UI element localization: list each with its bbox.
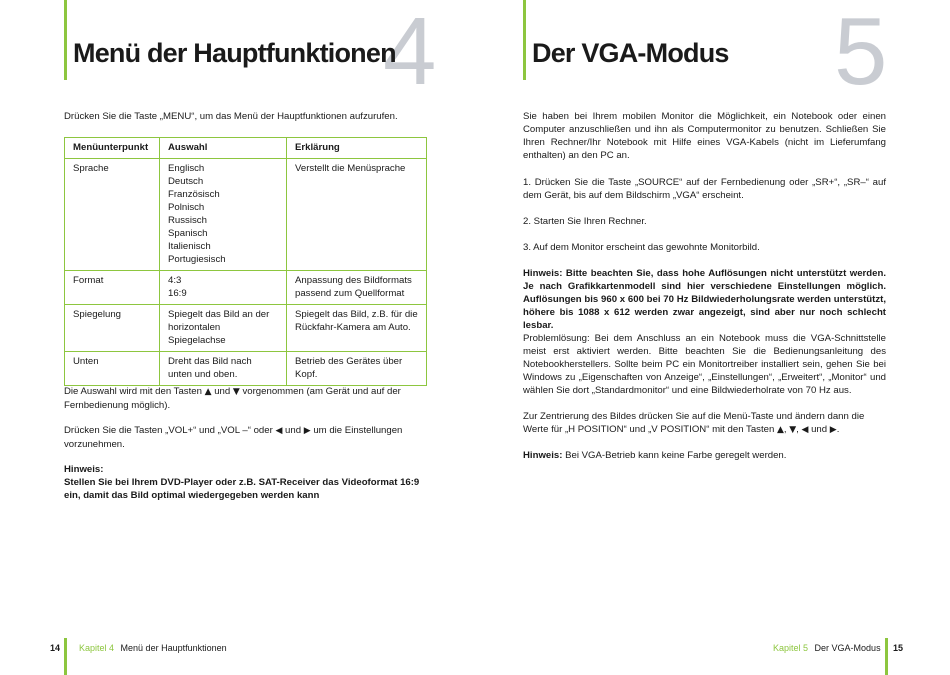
hint-text: Bei VGA-Betrieb kann keine Farbe geregelt werden. (565, 450, 787, 461)
option: Deutsch (168, 176, 204, 187)
table-row (65, 305, 427, 352)
arrow-right-icon: ▶ (829, 425, 837, 435)
table-cell-options: Dreht das Bild nach unten und oben. (160, 352, 287, 386)
option: Englisch (168, 163, 205, 174)
vol-text: Drücken Sie die Tasten „VOL+“ und „VOL –“ oder (64, 425, 273, 436)
option: Russisch (168, 215, 207, 226)
table-cell-item: Spiegelung (65, 305, 160, 352)
vol-text: und (285, 425, 302, 436)
chapter-number: 5 (834, 0, 888, 105)
arrow-up-icon: ▲ (204, 387, 212, 397)
keys-text: Die Auswahl wird mit den Tasten (64, 386, 202, 397)
table-header-row (65, 138, 427, 159)
table-cell-explanation: Anpassung des Bildformats passend zum Quellformat (287, 271, 427, 305)
option: 4:3 (168, 275, 182, 286)
footer-chapter (79, 642, 227, 654)
option: Spanisch (168, 228, 208, 239)
vga-step-2: 2. Starten Sie Ihren Rechner. (523, 216, 647, 227)
footer-accent-bar (64, 638, 67, 675)
table-row (65, 352, 427, 386)
footer-title: Menü der Hauptfunktionen (120, 643, 227, 653)
table-cell-item: Unten (65, 352, 160, 386)
footer (893, 642, 903, 654)
table-cell-options (160, 271, 287, 305)
table-header-cell: Menüunterpunkt (65, 138, 160, 159)
chapter-number: 4 (383, 0, 437, 105)
hint-label: Hinweis: (64, 464, 104, 475)
table-header-cell: Erklärung (287, 138, 427, 159)
chapter-accent-bar (523, 0, 526, 80)
vga-intro: Sie haben bei Ihrem mobilen Monitor die Möglichkeit, ein Notebook oder einen Computer anzuschließen und ihn als Computermonitor zu benutzen. Schließen Sie Ihren Rechner/Ihr Notebook mit Hilfe eines VGA-Kabels (nicht im Lieferumfang enthalten) an den PC an. (523, 111, 886, 161)
option: Polnisch (168, 202, 205, 213)
vga-step-3: 3. Auf dem Monitor erscheint das gewohnte Monitorbild. (523, 242, 760, 253)
vol-text: um die Einstellungen vorzunehmen. (64, 425, 403, 450)
footer (50, 642, 60, 654)
centering-text: Zur Zentrierung des Bildes drücken Sie auf die Menü-Taste und ändern dann die Werte für „H POSITION“ und „V POSITION“ mit den Tasten (523, 411, 865, 435)
arrow-left-icon: ◀ (275, 426, 283, 436)
footer-title: Der VGA-Modus (814, 643, 881, 653)
right-page (475, 0, 950, 675)
vga-problem: Problemlösung: Bei dem Anschluss an ein Notebook muss die VGA-Schnittstelle meist erst aktiviert werden. Bitte beachten Sie die Bedienungsanleitung des Notebookherstellers. Sollte beim PC ein Monitortreiber installiert sein, gehen Sie bei Windows zu „Eigenschaften von Anzeige“, „Einstellungen“, „Erweitert“, „Monitor“ und wählen Sie dort „Standardmonitor“ und eine Bildwiederholrate von 70 Hz aus. (523, 333, 886, 396)
keys-text: und (214, 386, 231, 397)
hint-label: Hinweis: (523, 450, 563, 461)
arrow-down-icon: ▼ (789, 425, 797, 435)
hint-block (64, 463, 427, 502)
footer-kapitel: Kapitel 5 (773, 643, 809, 653)
table-cell-options: Spiegelt das Bild an der horizontalen Spiegelachse (160, 305, 287, 352)
arrow-up-icon: ▲ (776, 425, 784, 435)
option: 16:9 (168, 288, 187, 299)
table-row (65, 159, 427, 271)
option: Französisch (168, 189, 220, 200)
keys-text: vorgenommen (am Gerät und auf der Fernbedienung möglich). (64, 386, 401, 411)
table-cell-explanation: Betrieb des Gerätes über Kopf. (287, 352, 427, 386)
table-cell-item: Sprache (65, 159, 160, 271)
footer-accent-bar (885, 638, 888, 675)
chapter-title: Menü der Hauptfunktionen (73, 38, 396, 68)
table-cell-options (160, 159, 287, 271)
table-cell-explanation: Verstellt die Menüsprache (287, 159, 427, 271)
keys-paragraph (64, 385, 427, 412)
vga-hint: Hinweis: Bitte beachten Sie, dass hohe Auflösungen nicht unterstützt werden. Je nach Grafikkartenmodell sind hier verschiedene Einstellungen möglich. Auflösungen bis 960 x 600 bei 70 Hz Bildwiederholungsrate werden unterstützt, höhere bis 1088 x 612 werden zwar angezeigt, sind aber nur noch schlecht lesbar. (523, 268, 886, 331)
centering-text: und (811, 424, 828, 435)
footer-chapter (773, 642, 881, 654)
menu-table (64, 137, 427, 386)
arrow-left-icon: ◀ (801, 425, 809, 435)
vol-paragraph (64, 424, 427, 451)
footer-kapitel: Kapitel 4 (79, 643, 115, 653)
hint-text: Stellen Sie bei Ihrem DVD-Player oder z.B. SAT-Receiver das Videoformat 16:9 ein, damit das Bild optimal wiedergegeben werden kann (64, 477, 420, 501)
vga-hint-2 (523, 449, 886, 462)
table-row (65, 271, 427, 305)
option: Italienisch (168, 241, 211, 252)
table-cell-explanation: Spiegelt das Bild, z.B. für die Rückfahr-Kamera am Auto. (287, 305, 427, 352)
page-number: 14 (50, 643, 61, 653)
chapter-accent-bar (64, 0, 67, 80)
vga-centering: Zur Zentrierung des Bildes drücken Sie auf die Menü-Taste und ändern dann die Werte für „H POSITION“ und „V POSITION“ mit den Tasten ▲, ▼, ◀ und ▶. (523, 411, 865, 435)
table-header-cell: Auswahl (160, 138, 287, 159)
chapter-title: Der VGA-Modus (532, 38, 729, 68)
vga-step-1: 1. Drücken Sie die Taste „SOURCE“ auf der Fernbedienung oder „SR+“, „SR–“ auf dem Gerät, bis auf dem Bildschirm „VGA“ erscheint. (523, 177, 886, 201)
arrow-down-icon: ▼ (232, 387, 240, 397)
option: Portugiesisch (168, 254, 226, 265)
page-number: 15 (893, 643, 904, 653)
arrow-right-icon: ▶ (303, 426, 311, 436)
intro-text: Drücken Sie die Taste „MENU“, um das Menü der Hauptfunktionen aufzurufen. (64, 111, 398, 122)
table-cell-item: Format (65, 271, 160, 305)
